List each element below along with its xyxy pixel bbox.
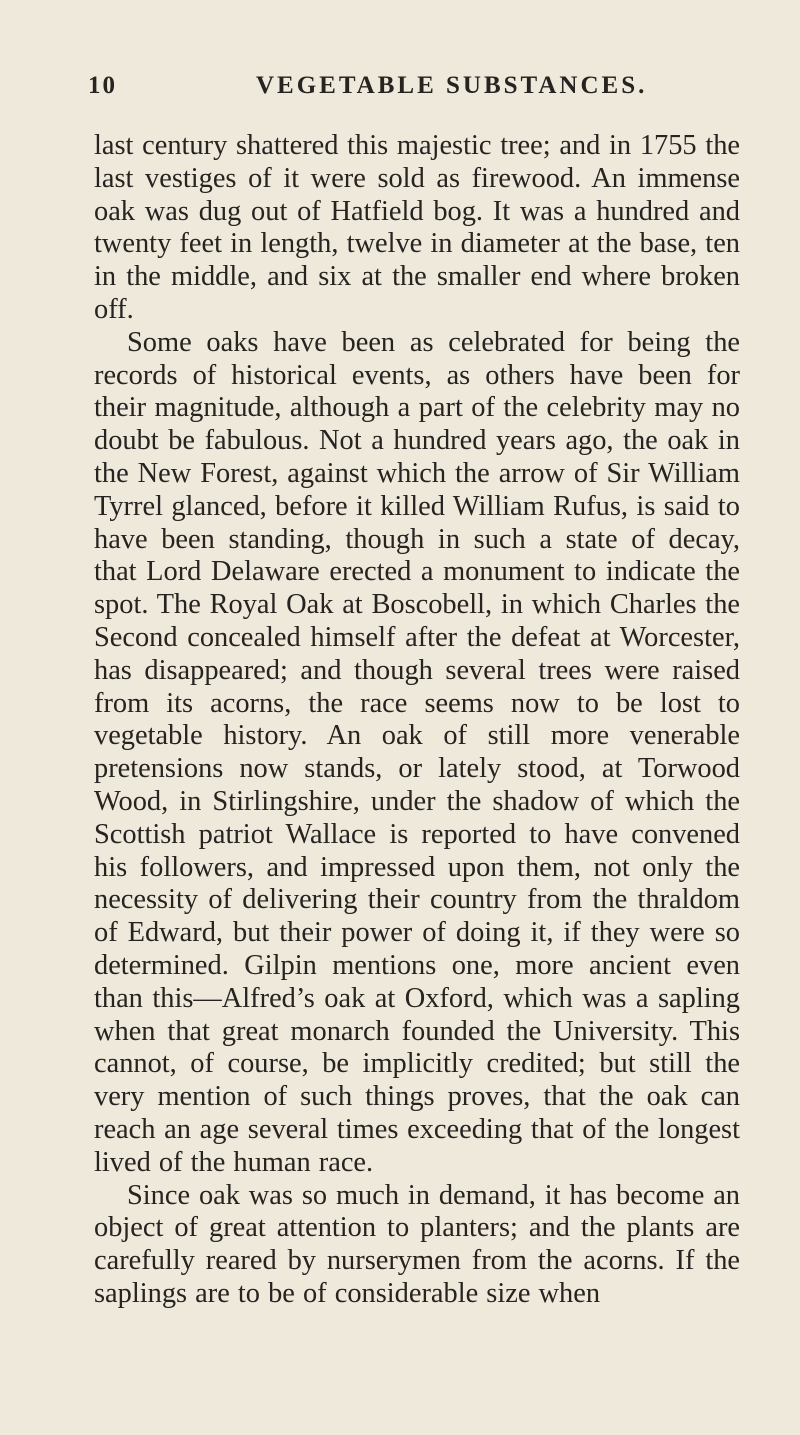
paragraph-historical-oaks: Some oaks have been as celebrated for being the records of historical events, as others have been for their magnitude, although a part of the celebrity may no doubt be fabulous. Not a hundred years ago, the oak in the New Forest, against which the arrow of Sir William Tyrrel glanced, before it killed William Rufus, is said to have been standing, though in such a state of decay, that Lord Delaware erected a monument to indicate the spot. The Royal Oak at Boscobell, in which Charles the Second concealed himself after the defeat at Worcester, has disappeared; and though several trees were raised from its acorns, the race seems now to be lost to vegetable history. An oak of still more venerable pretensions now stands, or lately stood, at Torwood Wood, in Stirlingshire, under the shadow of which the Scottish patriot Wallace is reported to have convened his followers, and impressed upon them, not only the necessity of delivering their country from the thraldom of Edward, but their power of doing it, if they were so determined. Gilpin mentions one, more ancient even than this—Alfred’s oak at Oxford, which was a sapling when that great monarch founded the University. This cannot, of course, be implicitly credited; but still the very mention of such things proves, that the oak can reach an age several times exceeding that of the longest lived of the human race. [94, 326, 740, 1178]
paragraph-planting: Since oak was so much in demand, it has become an object of great attention to planters; and the plants are carefully reared by nurserymen from the acorns. If the saplings are to be of considerable size when [94, 1179, 740, 1309]
running-head [88, 72, 740, 108]
body-text [94, 130, 740, 1311]
paragraph-continued: last century shattered this majestic tree; and in 1755 the last vestiges of it were sold as firewood. An immense oak was dug out of Hatfield bog. It was a hundred and twenty feet in length, twelve in diameter at the base, ten in the middle, and six at the smaller end where broken off. [94, 130, 740, 325]
page-number: 10 [88, 72, 117, 99]
running-title: VEGETABLE SUBSTANCES. [256, 72, 648, 99]
